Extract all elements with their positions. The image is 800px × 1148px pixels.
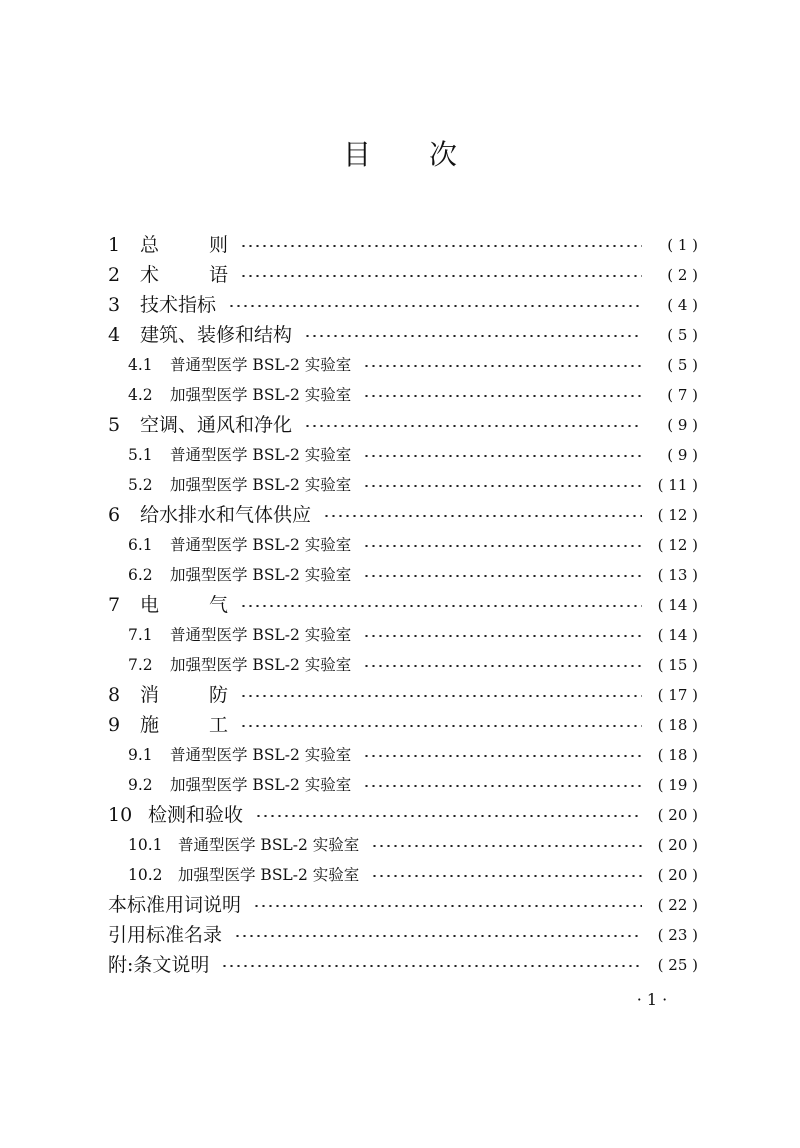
toc-entry-label: 普通型医学 BSL-2 实验室 bbox=[170, 626, 352, 644]
title-char-1: 目 bbox=[342, 138, 371, 171]
toc-entry-number: 10.2 bbox=[128, 866, 163, 884]
toc-entry-label-char: 则 bbox=[209, 234, 229, 256]
toc-entry-number: 5.2 bbox=[128, 476, 153, 494]
toc-entry-label: 普通型医学 BSL-2 实验室 bbox=[170, 446, 352, 464]
toc-entry-label: 普通型医学 BSL-2 实验室 bbox=[170, 746, 352, 764]
page-number: · 1 · bbox=[636, 990, 668, 1009]
toc-entry-number: 2 bbox=[108, 264, 121, 286]
toc-entry-number: 7.1 bbox=[128, 626, 153, 644]
toc-entry[interactable] bbox=[108, 740, 698, 770]
dot-leader bbox=[228, 305, 642, 307]
toc-entry[interactable] bbox=[108, 920, 698, 950]
toc-entry[interactable] bbox=[108, 500, 698, 530]
dot-leader bbox=[240, 245, 642, 247]
toc-entry-page: ( 18 ) bbox=[657, 746, 698, 764]
toc-entry-label: 普通型医学 BSL-2 实验室 bbox=[170, 356, 352, 374]
toc-entry-page: ( 9 ) bbox=[667, 416, 698, 434]
toc-entry[interactable] bbox=[108, 800, 698, 830]
toc-entry-label: 检测和验收 bbox=[148, 804, 244, 826]
toc-entry[interactable] bbox=[108, 320, 698, 350]
toc-entry[interactable] bbox=[108, 890, 698, 920]
toc-entry-label bbox=[140, 710, 228, 740]
toc-entry-page: ( 14 ) bbox=[657, 596, 698, 614]
toc-entry-label: 本标准用词说明 bbox=[108, 894, 242, 916]
toc-entry-number: 1 bbox=[108, 234, 121, 256]
toc-entry-label-char: 总 bbox=[140, 234, 160, 256]
dot-leader bbox=[363, 665, 642, 667]
toc-entry-label: 加强型医学 BSL-2 实验室 bbox=[170, 386, 352, 404]
toc-entry-page: ( 7 ) bbox=[667, 386, 698, 404]
toc-entry-page: ( 14 ) bbox=[657, 626, 698, 644]
toc-entry-label: 空调、通风和净化 bbox=[140, 414, 293, 436]
toc-entry-label-char: 语 bbox=[209, 264, 229, 286]
dot-leader bbox=[363, 455, 642, 457]
toc-entry[interactable] bbox=[108, 230, 698, 260]
dot-leader bbox=[240, 725, 642, 727]
toc-entry-number: 6.1 bbox=[128, 536, 153, 554]
toc-entry-number: 6.2 bbox=[128, 566, 153, 584]
toc-entry-label: 加强型医学 BSL-2 实验室 bbox=[170, 476, 352, 494]
toc-entry-label bbox=[140, 590, 228, 620]
dot-leader bbox=[363, 635, 642, 637]
toc-entry-number: 7.2 bbox=[128, 656, 153, 674]
toc-entry[interactable] bbox=[108, 860, 698, 890]
table-of-contents bbox=[108, 230, 698, 980]
toc-entry-label: 加强型医学 BSL-2 实验室 bbox=[170, 776, 352, 794]
toc-entry-page: ( 4 ) bbox=[667, 296, 698, 314]
toc-entry-page: ( 1 ) bbox=[667, 236, 698, 254]
toc-entry[interactable] bbox=[108, 410, 698, 440]
toc-entry-page: ( 18 ) bbox=[657, 716, 698, 734]
toc-entry-label: 附:条文说明 bbox=[108, 954, 210, 976]
dot-leader bbox=[304, 425, 642, 427]
dot-leader bbox=[371, 875, 642, 877]
dot-leader bbox=[363, 485, 642, 487]
toc-entry-label: 技术指标 bbox=[140, 294, 217, 316]
dot-leader bbox=[363, 755, 642, 757]
toc-entry[interactable] bbox=[108, 260, 698, 290]
toc-entry[interactable] bbox=[108, 560, 698, 590]
dot-leader bbox=[363, 545, 642, 547]
toc-entry-page: ( 22 ) bbox=[657, 896, 698, 914]
dot-leader bbox=[253, 905, 642, 907]
dot-leader bbox=[240, 695, 642, 697]
toc-entry[interactable] bbox=[108, 290, 698, 320]
toc-entry-number: 10.1 bbox=[128, 836, 163, 854]
page-title bbox=[0, 133, 800, 173]
toc-entry-label: 加强型医学 BSL-2 实验室 bbox=[178, 866, 360, 884]
toc-entry-label-char: 防 bbox=[209, 684, 229, 706]
toc-entry[interactable] bbox=[108, 770, 698, 800]
toc-entry[interactable] bbox=[108, 440, 698, 470]
toc-entry[interactable] bbox=[108, 380, 698, 410]
toc-entry-page: ( 13 ) bbox=[657, 566, 698, 584]
dot-leader bbox=[363, 785, 642, 787]
toc-entry[interactable] bbox=[108, 530, 698, 560]
toc-entry-page: ( 25 ) bbox=[657, 956, 698, 974]
toc-entry[interactable] bbox=[108, 680, 698, 710]
toc-entry-page: ( 12 ) bbox=[657, 506, 698, 524]
title-char-2: 次 bbox=[429, 138, 458, 171]
toc-entry-page: ( 5 ) bbox=[667, 326, 698, 344]
dot-leader bbox=[363, 395, 642, 397]
dot-leader bbox=[363, 365, 642, 367]
toc-entry-label-char: 工 bbox=[209, 714, 229, 736]
toc-entry-number: 3 bbox=[108, 294, 121, 316]
toc-entry-number: 8 bbox=[108, 684, 121, 706]
toc-entry-number: 4 bbox=[108, 324, 121, 346]
toc-entry-label-char: 术 bbox=[140, 264, 160, 286]
toc-entry-page: ( 12 ) bbox=[657, 536, 698, 554]
toc-entry-label-char: 施 bbox=[140, 714, 160, 736]
dot-leader bbox=[255, 815, 642, 817]
toc-entry-page: ( 17 ) bbox=[657, 686, 698, 704]
toc-entry-number: 9.2 bbox=[128, 776, 153, 794]
dot-leader bbox=[323, 515, 642, 517]
toc-entry-page: ( 11 ) bbox=[657, 476, 698, 494]
toc-entry-page: ( 20 ) bbox=[657, 866, 698, 884]
toc-entry-label: 建筑、装修和结构 bbox=[140, 324, 293, 346]
toc-entry-number: 9.1 bbox=[128, 746, 153, 764]
dot-leader bbox=[240, 605, 642, 607]
toc-entry-label-char: 消 bbox=[140, 684, 160, 706]
toc-entry-label: 给水排水和气体供应 bbox=[140, 504, 312, 526]
toc-entry[interactable] bbox=[108, 950, 698, 980]
toc-entry-label-char: 电 bbox=[140, 594, 160, 616]
toc-entry-label bbox=[140, 230, 228, 260]
toc-entry-page: ( 19 ) bbox=[657, 776, 698, 794]
dot-leader bbox=[240, 275, 642, 277]
toc-entry-label: 普通型医学 BSL-2 实验室 bbox=[170, 536, 352, 554]
toc-entry[interactable] bbox=[108, 470, 698, 500]
toc-entry-number: 4.2 bbox=[128, 386, 153, 404]
toc-entry[interactable] bbox=[108, 650, 698, 680]
toc-entry-page: ( 20 ) bbox=[657, 806, 698, 824]
toc-entry[interactable] bbox=[108, 350, 698, 380]
toc-entry[interactable] bbox=[108, 620, 698, 650]
toc-entry-page: ( 23 ) bbox=[657, 926, 698, 944]
toc-entry-number: 9 bbox=[108, 714, 121, 736]
toc-entry[interactable] bbox=[108, 590, 698, 620]
dot-leader bbox=[221, 965, 642, 967]
dot-leader bbox=[363, 575, 642, 577]
toc-entry-page: ( 15 ) bbox=[657, 656, 698, 674]
toc-entry-page: ( 20 ) bbox=[657, 836, 698, 854]
toc-entry-label-char: 气 bbox=[209, 594, 229, 616]
toc-entry-label: 引用标准名录 bbox=[108, 924, 223, 946]
toc-entry-number: 4.1 bbox=[128, 356, 153, 374]
toc-entry-number: 5 bbox=[108, 414, 121, 436]
toc-entry-number: 7 bbox=[108, 594, 121, 616]
toc-entry[interactable] bbox=[108, 830, 698, 860]
toc-entry-number: 10 bbox=[108, 804, 133, 826]
toc-entry-label bbox=[140, 680, 228, 710]
toc-entry[interactable] bbox=[108, 710, 698, 740]
dot-leader bbox=[234, 935, 642, 937]
toc-entry-label: 加强型医学 BSL-2 实验室 bbox=[170, 566, 352, 584]
toc-entry-number: 6 bbox=[108, 504, 121, 526]
toc-entry-number: 5.1 bbox=[128, 446, 153, 464]
toc-entry-label: 普通型医学 BSL-2 实验室 bbox=[178, 836, 360, 854]
dot-leader bbox=[304, 335, 642, 337]
toc-entry-label bbox=[140, 260, 228, 290]
toc-entry-page: ( 5 ) bbox=[667, 356, 698, 374]
dot-leader bbox=[371, 845, 642, 847]
toc-entry-page: ( 9 ) bbox=[667, 446, 698, 464]
toc-entry-page: ( 2 ) bbox=[667, 266, 698, 284]
toc-entry-label: 加强型医学 BSL-2 实验室 bbox=[170, 656, 352, 674]
